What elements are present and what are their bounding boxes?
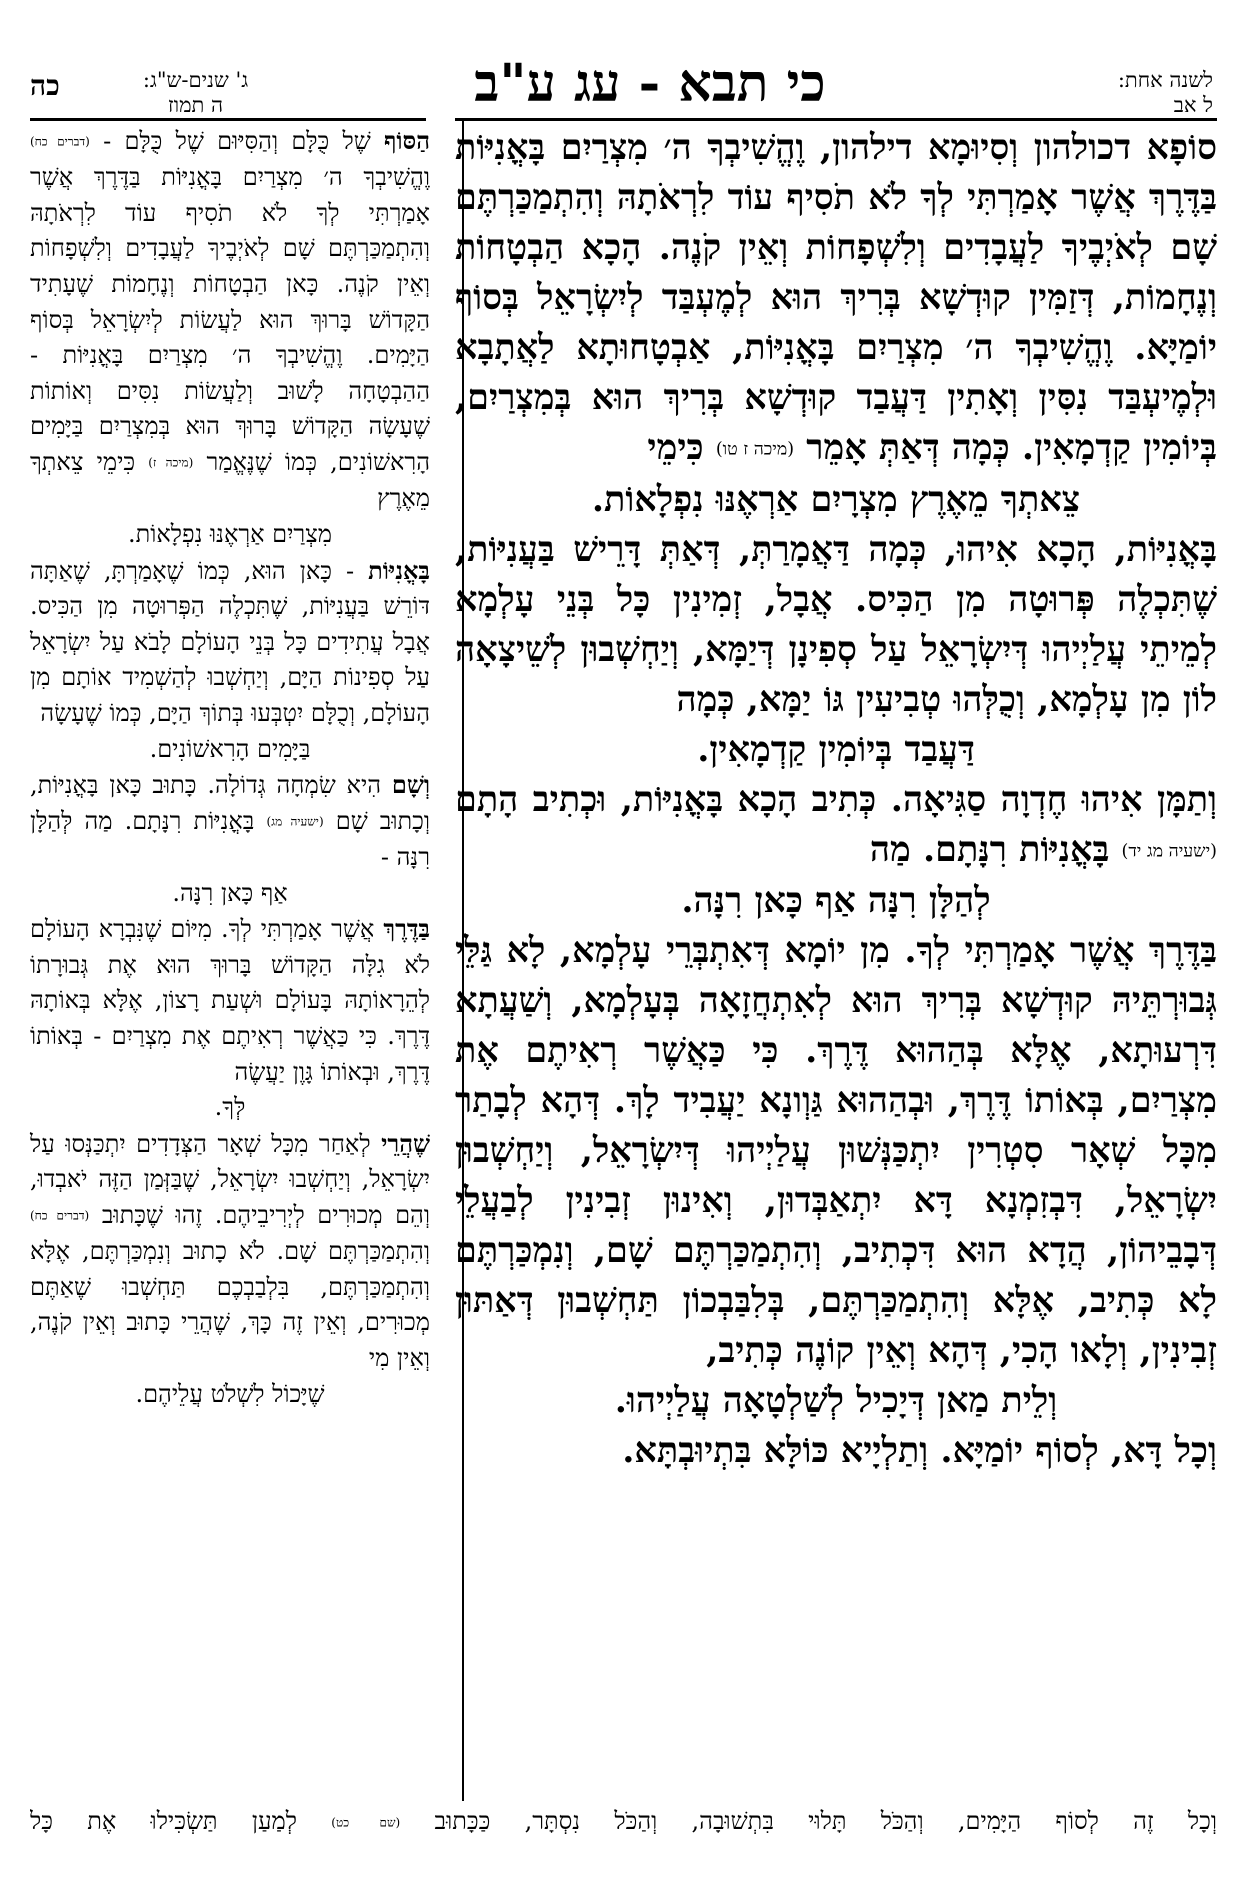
paragraph-closing-line: וְלֵית מַאן דְּיָכִיל לְשַׁלְטָאָה עֲלַיְיהוּ. bbox=[614, 1380, 1058, 1421]
schedule-one-year-label: לשנה אחת: bbox=[1117, 68, 1213, 92]
header-left-schedule bbox=[108, 68, 283, 118]
paragraph-text: וְכָל זֶה לְסוֹף הַיָּמִים, וְהַכֹּל תָּלוּי בִּתְשׁוּבָה, וְהַכֹּל נִסְתָּר, כַּכָּתוּב bbox=[434, 1807, 1217, 1835]
paragraph-lead-word: בָּאֳנִיּוֹת, bbox=[1114, 528, 1217, 570]
main-paragraph bbox=[455, 123, 1217, 475]
paragraph-lead-word: וְשָׁם bbox=[391, 770, 430, 800]
paragraph-lead-word: סוֹפָא bbox=[1146, 127, 1217, 168]
schedule-three-year-label: ג' שנים-ש"ג: bbox=[142, 68, 249, 92]
side-paragraph bbox=[30, 767, 430, 875]
verse-reference: (מיכה ז טו) bbox=[715, 439, 795, 460]
paragraph-text: דָּא, לְסוֹף יוֹמַיָּא. וְתַלְיָיא כּוֹלָּא בִּתְיוּבְתָּא. bbox=[622, 1430, 1175, 1471]
paragraph-text: דכולהון וְסִיוּמָא דילהון, וֶהֱשִׁיבְךָ ה׳ מִצְרַיִם בָּאֳנִיּוֹת בַּדֶּרֶךְ אֲשֶׁר אָמַרְתִּי לְךָ לֹא תֹסִיף עוֹד לִרְאֹתָהּ וְהִתְמַכַּרְתֶּם שָׁם לְאֹיְבֶיךָ לַעֲבָדִים וְלִשְׁפָחוֹת וְאֵין קֹנֶה. הָכָא הַבְטָחוֹת וְנֶחָמוֹת, דְּזַמִּין קוּדְשָׁא בְּרִיךְ הוּא לְמֶעְבַּד לְיִשְׂרָאֵל בְּסוֹף יוֹמַיָּא. וֶהֱשִׁיבְךָ ה׳ מִצְרַיִם בָּאֳנִיּוֹת, אַבְטָחוּתָא לַאֲתָבָא וּלְמֶיעְבַּד נִסִּין וְאָתִין דַּעֲבַד קוּדְשָׁא בְּרִיךְ הוּא בְּמִצְרַיִם, בְּיוֹמִין קַדְמָאִין. כְּמָה דְּאַתְּ אָמֵר bbox=[455, 127, 1217, 468]
side-paragraph bbox=[30, 553, 430, 732]
schedule-three-year-date: ה תמוז bbox=[167, 93, 224, 117]
verse-reference: (ישעיה מג יד) bbox=[1121, 841, 1217, 861]
paragraph-lead-word: הַסּוֹף bbox=[383, 126, 430, 155]
header-right-schedule bbox=[1043, 68, 1213, 118]
paragraph-closing-line: צֵאתְךָ מֵאֶרֶץ מִצְרָיִם אַרְאֶנּוּ נִפְלָאוֹת. bbox=[591, 478, 1081, 520]
paragraph-text: אֲשֶׁר אָמַרְתִּי לְךָ. מִן יוֹמָא דְּאִתְבְּרֵי עָלְמָא, לָא גַּלֵּי גְּבוּרְתֵּיהּ קוּדְשָׁא בְּרִיךְ הוּא לְאִתְחֲזָאָה בְּעָלְמָא, וְשַׁעֲתָא דִּרְעוּתָא, אֶלָּא בְּהַהוּא דֶּרֶךְ. כִּי כַּאֲשֶׁר רְאִיתֶם אֶת מִצְרַיִם, בְּאוֹתוֹ דֶּרֶךְ, וּבְהַהוּא גַּוְונָא יַעֲבִיד לָךְ. דְּהָא לְבָתַר מִכָּל שְׁאָר סִטְרִין יִתְכַּנְּשׁוּן עֲלַיְיהוּ דְּיִשְׂרָאֵל, וְיַחְשְׁבוּן יִשְׂרָאֵל, דִּבְזִמְנָא דָּא יִתְאַבְּדוּן, וְאִינוּן זְבִינִין לְבַעֲלֵי דְּבָבֵיהוֹן, הֲדָא הוּא דִּכְתִיב, וְהִתְמַכַּרְתֶּם שָׁם, וְנִמְכַּרְתֶּם לָא כְּתִיב, אֶלָּא וְהִתְמַכַּרְתֶּם, בְּלִבַּבְכוֹן תַּחְשְׁבוּן דְּאַתּוּן זְבִינִין, וְלָאו הָכִי, דְּהָא וְאֵין קוֹנֶה כְּתִיב, bbox=[455, 930, 1217, 1371]
main-aramaic-column bbox=[455, 123, 1217, 1476]
verse-reference: (דברים כח) bbox=[30, 134, 90, 149]
paragraph-text: שֶׁל כֻּלָּם וְהַסִּיּוּם שֶׁל כֻּלָּם - bbox=[103, 127, 384, 155]
paragraph-closing-line: דַּעֲבַד בְּיוֹמִין קַדְמָאִין. bbox=[697, 728, 975, 770]
paragraph-text: אִיהוּ חֶדְוָה סַגִּיאָה. כְּתִיב הָכָא בָּאֳנִיּוֹת, וּכְתִיב הָתָם bbox=[455, 778, 1158, 820]
side-paragraph bbox=[30, 123, 430, 517]
paragraph-text: כִּימֵי צֵאתְךָ מֵאֶרֶץ bbox=[30, 448, 430, 513]
paragraph-closing-line: אַף כָּאן רִנָּה. bbox=[172, 878, 288, 907]
side-paragraph bbox=[30, 911, 430, 1090]
main-paragraph bbox=[455, 926, 1217, 1376]
header-divider-main bbox=[455, 118, 1217, 121]
side-translation-column bbox=[30, 123, 430, 1412]
paragraph-lead-word: בַּדֶּרֶךְ bbox=[1148, 930, 1217, 971]
paragraph-text: לְאַחַר מִכָּל שְׁאָר הַצְּדָדִים יִתְכַּנְּסוּ עַל יִשְׂרָאֵל, וְיַחְשְׁבוּ יִשְׂרָאֵל, שֶׁבַּזְּמַן הַזֶּה יֹאבְדוּ, וְהֵם מְכוּרִים לְיְרִיבֵיהֶם. זֶהוּ שֶׁכָּתוּב bbox=[30, 1129, 430, 1229]
paragraph-closing-line: לְהַלָּן רִנָּה אַף כָּאן רִנָּה. bbox=[681, 880, 991, 921]
paragraph-lead-word: בָּאֳנִיּוֹת bbox=[368, 555, 430, 585]
schedule-one-year-date: ל אב bbox=[1173, 93, 1213, 117]
paragraph-text: הִיא שִׂמְחָה גְּדוֹלָה. כָּתוּב כָּאן בָּאֳנִיּוֹת, וְכָתוּב שָׁם bbox=[30, 771, 431, 835]
paragraph-text: בָּאֳנִיּוֹת רִנָּתָם. מַה bbox=[869, 828, 1122, 870]
main-paragraph bbox=[455, 1426, 1217, 1476]
verse-reference: (ישעיה מג) bbox=[266, 814, 324, 829]
page-title: כי תבא - עג ע"ב bbox=[474, 53, 826, 114]
paragraph-text: הָכָא אִיהוּ, כְּמָה דַּאֲמָרַתְּ, דְּאַתְּ דָּרֵישׁ בַּעֲנִיּוֹת, שֶׁתִּכְלֶה פְּרוּטָה מִן הַכִּיס. אֲבָל, זְמִינִין כָּל בְּנֵי עָלְמָא לְמֵיתֵי עֲלַיְיהוּ דְּיִשְׂרָאֵל עַל סְפִינָן דְּיַמָּא, וְיַחְשְׁבוּן לְשֵׁיצָאָה לוֹן מִן עָלְמָא, וְכֻלְּהוּ טְבִיעִין גּוֹ יַמָּא, כְּמָה bbox=[455, 528, 1217, 720]
main-paragraph bbox=[455, 775, 1217, 877]
paragraph-lead-word: וְכָל bbox=[1174, 1430, 1217, 1471]
main-paragraph bbox=[455, 525, 1217, 725]
paragraph-lead-word: בַּדֶּרֶךְ bbox=[383, 914, 430, 944]
paragraph-closing-line: מִצְרַיִם אַרְאֶנּוּ נִפְלָאוֹת. bbox=[127, 519, 333, 548]
header-divider-side bbox=[30, 118, 426, 121]
side-paragraph bbox=[30, 1126, 430, 1377]
bottom-continuation-line bbox=[30, 1803, 1217, 1841]
paragraph-closing-line: לְּךָ. bbox=[214, 1093, 246, 1122]
paragraph-lead-word: שֶׁהֲרֵי bbox=[381, 1128, 430, 1158]
paragraph-text: כִּימֵי bbox=[647, 427, 716, 468]
verse-reference: (שם כט) bbox=[331, 1815, 401, 1830]
paragraph-lead-word: וְתַמָּן bbox=[1157, 778, 1217, 820]
verse-reference: (מיכה ז) bbox=[148, 455, 194, 470]
paragraph-text: וֶהֱשִׁיבְךָ ה׳ מִצְרַיִם בָּאֳנִיּוֹת בַּדֶּרֶךְ אֲשֶׁר אָמַרְתִּי לְךָ לֹא תֹסִיף עוֹד לִרְאֹתָהּ וְהִתְמַכַּרְתֶּם שָׁם לְאֹיְבֶיךָ לַעֲבָדִים וְלִשְׁפָחוֹת וְאֵין קֹנֶה. כָּאן הַבְטָחוֹת וְנֶחָמוֹת שֶׁעָתִיד הַקָּדוֹשׁ בָּרוּךְ הוּא לַעֲשׂוֹת לְיִשְׂרָאֵל בְּסוֹף הַיָּמִים. וֶהֱשִׁיבְךָ ה׳ מִצְרַיִם בָּאֳנִיּוֹת - הַהַבְטָחָה לָשׁוּב וְלַעֲשׂוֹת נִסִּים וְאוֹתוֹת שֶׁעָשָׂה הַקָּדוֹשׁ בָּרוּךְ הוּא בְּמִצְרַיִם בַּיָּמִים הָרִאשׁוֹנִים, כְּמוֹ שֶׁנֶּאֱמַר bbox=[30, 163, 430, 477]
paragraph-text: בָּאֳנִיּוֹת רִנָּתָם. מַה לְּהַלָּן רִנָּה - bbox=[30, 806, 430, 871]
paragraph-text: - כָּאן הוּא, כְּמוֹ שֶׁאָמַרְתָּ, שֶׁאַתָּה דּוֹרֵשׁ בַּעֲנִיּוֹת, שֶׁתִּכְלֶה הַפְּרוּטָה מִן הַכִּיס. אֲבָל עֲתִידִים כָּל בְּנֵי הָעוֹלָם לָבֹא עַל יִשְׂרָאֵל עַל סְפִינוֹת הַיָּם, וְיַחְשְׁבוּ לְהַשְׁמִיד אוֹתָם מִן הָעוֹלָם, וְכֻלָּם יִטְבְּעוּ בְּתוֹךְ הַיָּם, כְּמוֹ שֶׁעָשָׂה bbox=[30, 556, 430, 727]
paragraph-text: וְהִתְמַכַּרְתֶּם שָׁם. לֹא כָתוּב וְנִמְכַּרְתֶּם, אֶלָּא וְהִתְמַכַּרְתֶּם, בִּלְבַבְכֶם תַּחְשְׁבוּ שֶׁאַתֶּם מְכוּרִים, וְאֵין זֶה כָּךְ, שֶׁהֲרֵי כָּתוּב וְאֵין קֹנֶה, וְאֵין מִי bbox=[30, 1237, 430, 1372]
paragraph-text: לְמַעַן תַּשְׂכִּילוּ אֶת כָּל bbox=[30, 1807, 332, 1835]
paragraph-closing-line: שֶׁיָּכוֹל לִשְׁלֹט עֲלֵיהֶם. bbox=[135, 1379, 325, 1408]
paragraph-closing-line: בַּיָּמִים הָרִאשׁוֹנִים. bbox=[149, 734, 311, 763]
paragraph-text: אֲשֶׁר אָמַרְתִּי לְךָ. מִיּוֹם שֶׁנִּבְרָא הָעוֹלָם לֹא גִלָּה הַקָּדוֹשׁ בָּרוּךְ הוּא אֶת גְּבוּרָתוֹ לְהֵרָאוֹתָהּ בָּעוֹלָם וּשְׁעַת רָצוֹן, אֶלָּא בְּאוֹתָהּ דֶּרֶךְ. כִּי כַּאֲשֶׁר רְאִיתֶם אֶת מִצְרַיִם - בְּאוֹתוֹ דֶּרֶךְ, וּבְאוֹתוֹ גָּוֶן יַעֲשֶׂה bbox=[30, 915, 430, 1086]
page-number: כה bbox=[30, 69, 60, 102]
verse-reference: (דברים כח) bbox=[30, 1208, 90, 1223]
